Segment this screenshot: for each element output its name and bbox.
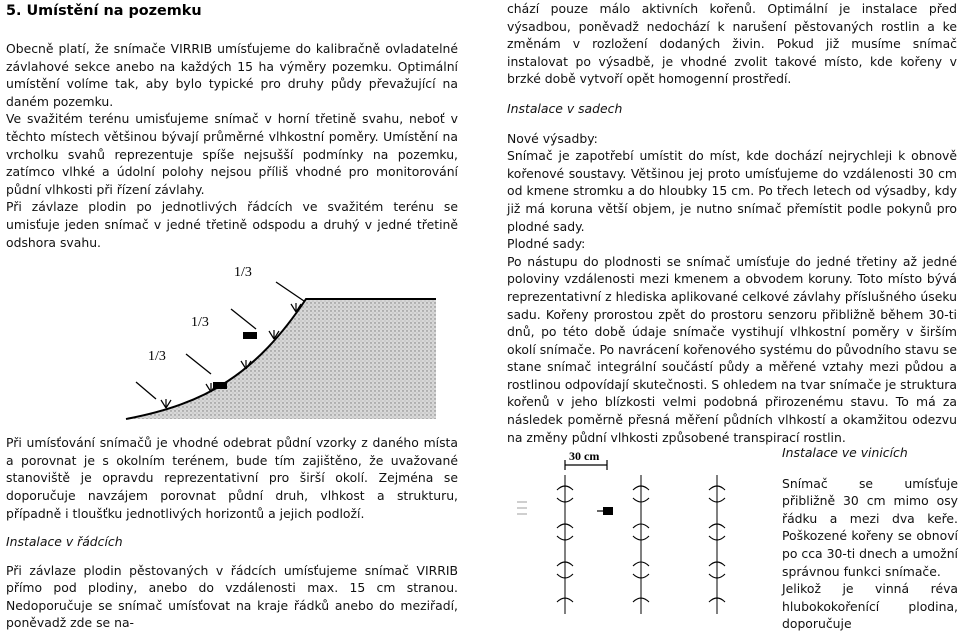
paragraph-slope-main: Ve svažitém terénu umisťujeme snímač v horní třetině svahu, neboť v těchto místech většinou bývají průměrné vlhkostní poměry.: [6, 111, 458, 144]
vineyard-sensor: [603, 507, 613, 515]
marker-ticks: [517, 502, 527, 514]
paragraph-soil-samples: Při umísťování snímačů je vhodné odebrat půdní vzorky z daného místa a porovnat je s okolním terénem, bude tím zajištěno, že uvažované stanoviště je opravdu reprezentativní pro širší okolí. Zejména se doporučuje navzájem porovnat půdní druh, vlhkost a strukturu, případně i tloušťku jednotlivých horizontů a jejich podloží.: [6, 435, 458, 521]
label-third-bottom: 1/3: [148, 349, 166, 365]
vineyard-diagram: [507, 440, 777, 614]
right-column: [507, 0, 957, 446]
subheading-rows: Instalace v řádcích: [6, 534, 123, 550]
section-heading: 5. Umístění na pozemku: [6, 3, 202, 19]
label-third-top: 1/3: [234, 265, 252, 281]
sensor-lower: [213, 382, 227, 389]
paragraph-new-plantings: Snímač je zapotřebí umístit do míst, kde dochází nejrychleji k obnově kořenové soustavy. Většinou jej proto umísťujeme do vzdálenosti 30 cm od kmene stromku a do hloubky 15 cm. Po třech letech od výsadby, kdy již má koruna větší objem, je nutno snímač přemístit podle pokynů pro plodné sady.: [507, 148, 957, 234]
vineyard-figure: [507, 440, 777, 614]
vineyard-text: [782, 440, 958, 633]
paragraph-slope-rest: Umístění na vrcholku svahů reprezentuje spíše nejsušší podmínky na pozemku, zatímco vlhké a údolní polohy nejsou příliš vhodné pro monitorování půdní vlhkosti při řízení závlahy.: [6, 128, 458, 197]
slope-figure: [6, 254, 446, 424]
sensor-upper: [243, 332, 257, 339]
paragraph-vineyards: Snímač se umísťuje přibližně 30 cm mimo osy řádku a mezi dva keře. Poškozené kořeny se obnoví po cca 30-ti dnech a umožní správnou funkci snímače.: [782, 475, 958, 579]
paragraph-roots: chází pouze málo aktivních kořenů. Optimální je instalace před výsadbou, poněvadž nedochází k narušení pěstovaných rostlin a ke změnám v rozložení dodaných živin. Pokud již musíme snímač instalovat po výsadbě, je vhodné zvolit takové místo, kde kořeny v brzké době vytvoří opět homogenní prostředí.: [507, 1, 957, 87]
subheading-orchards: Instalace v sadech: [507, 100, 623, 116]
slope-diagram: [6, 254, 446, 424]
left-column: [6, 0, 458, 632]
paragraph-fruit-orchards: Po nástupu do plodnosti se snímač umísťuje do jedné třetiny až jedné poloviny vzdálenosti mezi kmenem a obvodem koruny. Toto místo bývá reprezentativní z hlediska aplikované celkové závlahy příslušného úseku sadu. Kořeny prorostou zpět do prostoru senzoru přibližně během 30-ti dnů, po této době údaje snímače vystihují vlhkostní poměry v širším okolí snímače. Po navrácení kořenového systému do původního stavu se stane snímač integrální součástí půdy a měřené vztahy mezi půdou a rostlinou odpovídají skutečnosti. S ohledem na tvar snímače je struktura kořenů v jeho blízkosti velmi podobná přirozenému stavu. To má za následek poměrně přesná měření půdních vlhkostí a okamžitou odezvu na změny půdní vlhkosti způsobené transpirací rostlin.: [507, 253, 957, 445]
label-new-plantings: Nové výsadby:: [507, 130, 598, 146]
label-30cm: 30 cm: [569, 449, 600, 463]
label-fruit-orchards: Plodné sady:: [507, 236, 586, 252]
paragraph-vineyards-deep: Jelikož je vinná réva hlubokokořenící plodina, doporučuje: [782, 581, 958, 632]
vine-rows: [565, 475, 717, 614]
paragraph-general: Obecně platí, že snímače VIRRIB umísťujeme do kalibračně ovladatelné závlahové sekce anebo na každých 15 ha výměry pozemku. Optimální umístění volíme tak, aby bylo typické pro druhy půdy převažující na daném pozemku.: [6, 41, 458, 109]
paragraph-row-irrigation: Při závlaze plodin po jednotlivých řádcích ve svažitém terénu se umisťuje jeden snímač v jedné třetině odspodu a druhý v jedné třetině odshora svahu.: [6, 199, 458, 250]
label-third-middle: 1/3: [191, 315, 209, 331]
soil-mass: [126, 299, 436, 419]
paragraph-slope: [6, 110, 458, 198]
paragraph-rows: Při závlaze plodin pěstovaných v řádcích umísťujeme snímač VIRRIB přímo pod plodiny, anebo do vzdálenosti max. 15 cm stranou. Nedoporučuje se snímač umísťovat na kraje řádků anebo do meziřadí, poněvadž zde se na-: [6, 562, 458, 631]
subheading-vineyards: Instalace ve vinicích: [782, 445, 908, 460]
